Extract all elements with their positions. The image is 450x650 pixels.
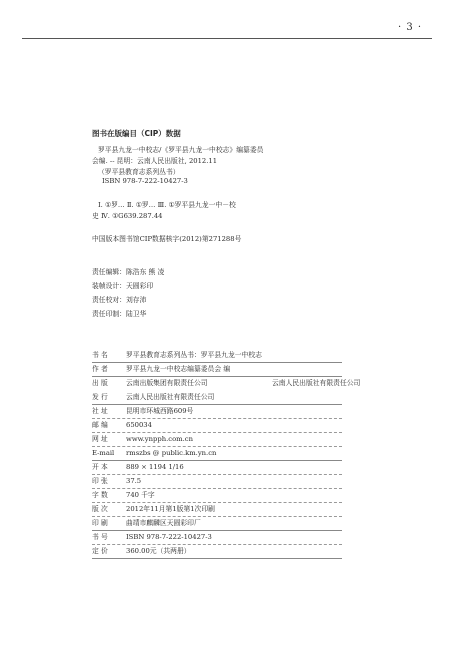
info-label: 发 行 (92, 393, 108, 401)
info-value: 889 × 1194 1/16 (126, 463, 184, 471)
info-website (92, 434, 193, 445)
info-words (92, 490, 155, 501)
info-postcode (92, 420, 152, 431)
cip-record-number: 中国版本图书馆CIP数据核字(2012)第271288号 (92, 235, 242, 243)
cip-line-2: 会编. -- 昆明：云南人民出版社, 2012.11 (92, 157, 218, 165)
cip-classification-1: Ⅰ. ①罗… Ⅱ. ①罗… Ⅲ. ①罗平县九龙一中－校 (98, 201, 236, 209)
divider (92, 446, 342, 447)
info-label: 书 号 (92, 533, 108, 541)
info-label: 作 者 (92, 365, 108, 373)
info-value: 740 千字 (126, 491, 155, 499)
info-author (92, 364, 231, 375)
info-label: 印 刷 (92, 519, 108, 527)
info-value: 罗平县九龙一中校志编纂委员会 编 (126, 365, 231, 373)
info-label: 社 址 (92, 407, 108, 415)
info-label: 网 址 (92, 435, 108, 443)
info-book-name (92, 350, 262, 361)
divider (92, 530, 342, 531)
info-value: 云南出版集团有限责任公司 (126, 379, 208, 387)
info-value: 昆明市环城西路609号 (126, 407, 194, 415)
info-value: www.ynpph.com.cn (126, 435, 193, 443)
info-label: 邮 编 (92, 421, 108, 429)
divider (92, 418, 342, 419)
credit-value: 天圆彩印 (125, 282, 154, 290)
info-label: 定 价 (92, 547, 108, 555)
cip-classification-2: 史 Ⅳ. ①G639.287.44 (92, 212, 163, 220)
credit-label: 责任印制： (92, 310, 126, 318)
info-label: 出 版 (92, 379, 108, 387)
divider (92, 362, 342, 363)
divider (92, 432, 342, 433)
cip-isbn: ISBN 978-7-222-10427-3 (102, 177, 188, 185)
credit-printing (92, 308, 146, 318)
info-printer (92, 518, 201, 529)
info-label: 印 张 (92, 477, 108, 485)
info-value: 罗平县教育志系列丛书：罗平县九龙一中校志 (126, 351, 262, 359)
credit-value: 陈浩东 熊 凌 (125, 268, 165, 276)
info-edition (92, 504, 215, 515)
info-label: E-mail (92, 449, 115, 457)
info-value: 云南人民出版社有限责任公司 (126, 393, 215, 401)
divider (92, 460, 342, 461)
credit-editor (92, 266, 164, 276)
divider (92, 474, 342, 475)
info-email (92, 448, 217, 459)
info-label: 版 次 (92, 505, 108, 513)
info-price (92, 546, 191, 557)
info-value: 37.5 (126, 477, 142, 485)
divider (92, 544, 342, 545)
credit-proofreader (92, 294, 146, 304)
info-address (92, 406, 194, 417)
credit-value: 刘存沛 (125, 296, 147, 304)
cip-line-3: （罗平县教育志系列丛书） (98, 168, 180, 176)
divider (92, 558, 342, 559)
info-value: rmszbs @ public.km.yn.cn (126, 449, 217, 457)
page-number: · 3 · (398, 22, 423, 33)
info-value-secondary: 云南人民出版社有限责任公司 (272, 379, 361, 387)
cip-line-1: 罗平县九龙一中校志/《罗平县九龙一中校志》编纂委员 (98, 146, 264, 154)
info-isbn (92, 532, 212, 543)
info-distributor (92, 392, 215, 403)
credit-label: 责任编辑： (92, 268, 126, 276)
divider (92, 404, 342, 405)
info-value: 360.00元（共两册） (126, 547, 191, 555)
divider (92, 488, 342, 489)
info-format (92, 462, 184, 473)
info-value: 曲靖市麒麟区天圆彩印厂 (126, 519, 201, 527)
divider (92, 376, 342, 377)
cip-title: 图书在版编目（CIP）数据 (92, 129, 181, 138)
divider (92, 516, 342, 517)
info-publisher (92, 378, 361, 389)
divider (92, 502, 342, 503)
credit-label: 责任校对： (92, 296, 126, 304)
header-rule (22, 38, 432, 39)
info-value: ISBN 978-7-222-10427-3 (126, 533, 212, 541)
info-label: 开 本 (92, 463, 108, 471)
info-value: 650034 (126, 421, 152, 429)
info-sheets (92, 476, 142, 487)
credit-value: 陆卫华 (125, 310, 147, 318)
info-label: 书 名 (92, 351, 108, 359)
credit-design (92, 280, 153, 290)
credit-label: 装帧设计： (92, 282, 126, 290)
info-label: 字 数 (92, 491, 108, 499)
info-value: 2012年11月第1版第1次印刷 (126, 505, 215, 513)
